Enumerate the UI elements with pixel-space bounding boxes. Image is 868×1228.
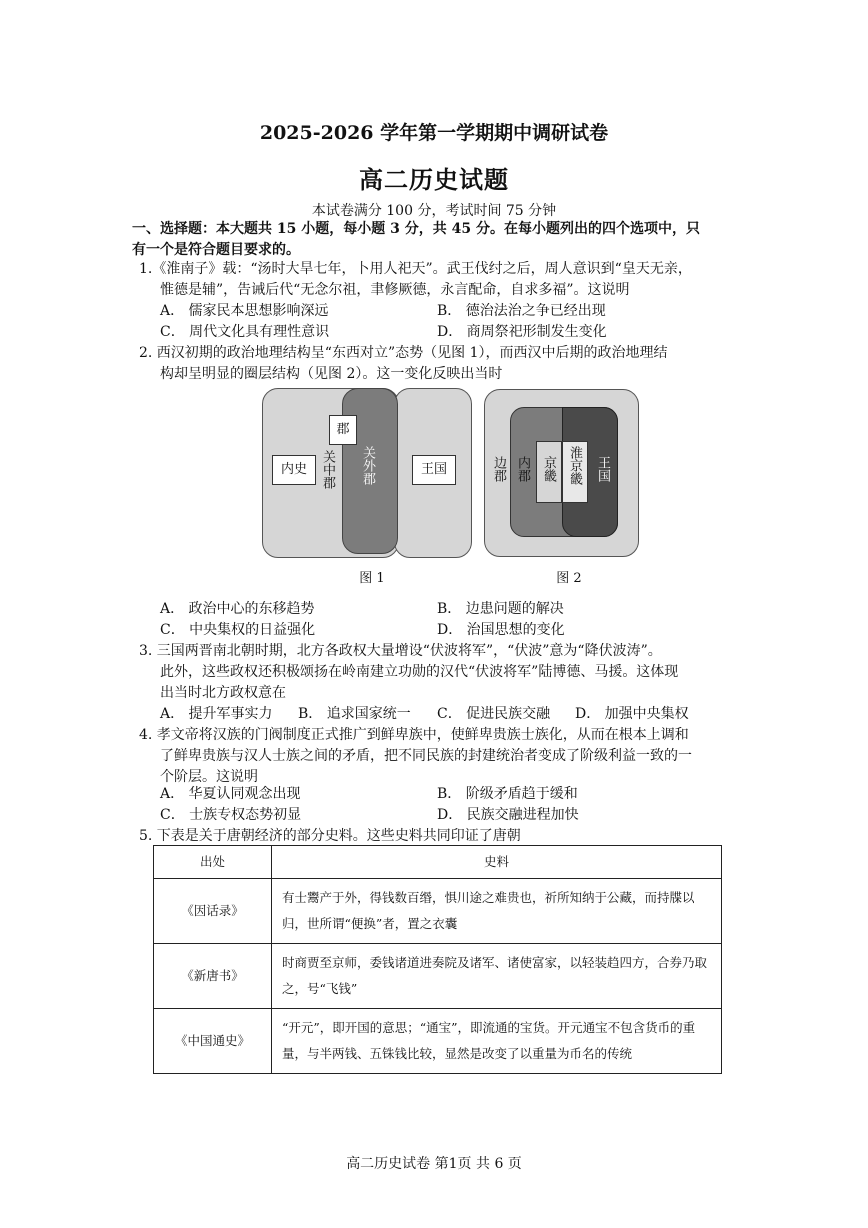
option-a: A． 华夏认同观念出现 (160, 786, 301, 802)
table-row (154, 879, 722, 944)
figure-1-caption: 图 1 (359, 571, 385, 586)
question-line: 构却呈明显的圈层结构（见图 2）。这一变化反映出当时 (160, 366, 503, 382)
guanwai-label: 关外郡 (360, 446, 375, 485)
neishi-box: 内史 (272, 455, 316, 485)
table-cell-source: 《中国通史》 (154, 1009, 272, 1074)
option-a: A． 儒家民本思想影响深远 (160, 303, 329, 319)
figure-1 (262, 388, 470, 558)
question-line: 出当时北方政权意在 (160, 685, 286, 701)
wangguo-box: 王国 (412, 455, 456, 485)
table-cell-text: “开元”，即开国的意思；“通宝”，即流通的宝货。开元通宝不包含货币的重量，与半两钱、五铢钱比较，显然是改变了以重量为币名的传统 (272, 1009, 722, 1074)
exam-title: 2025-2026 学年第一学期期中调研试卷 (259, 122, 609, 144)
wangguo-label: 王国 (595, 456, 610, 482)
table-cell-source: 《新唐书》 (154, 944, 272, 1009)
question-1 (139, 259, 749, 301)
question-line: 5. 下表是关于唐朝经济的部分史料。这些史料共同印证了唐朝 (139, 828, 521, 844)
option-c: C． 中央集权的日益强化 (160, 622, 316, 638)
table-cell-text: 时商贾至京师，委钱诸道进奏院及诸军、诸使富家，以轻装趋四方，合券乃取之，号“飞钱” (272, 944, 722, 1009)
figure-2-caption: 图 2 (556, 571, 582, 586)
question-line: 1.《淮南子》载：“汤时大旱七年，卜用人祀天”。武王伐纣之后，周人意识到“皇天无亲， (139, 261, 692, 277)
jingji-label: 京畿 (541, 456, 556, 482)
table-header: 史料 (272, 846, 722, 879)
question-5 (139, 826, 749, 847)
question-line: 此外，这些政权还积极颂扬在岭南建立功勋的汉代“伏波将军”陆博德、马援。这体现 (160, 664, 679, 680)
question-line: 2. 西汉初期的政治地理结构呈“东西对立”态势（见图 1），而西汉中后期的政治地理结 (139, 345, 668, 361)
neijun-label: 内郡 (515, 456, 530, 482)
question-line: 惟德是辅”，告诫后代“无念尔祖，聿修厥德，永言配命，自求多福”。这说明 (160, 282, 630, 298)
question-line: 个阶层。这说明 (160, 769, 258, 785)
table-row (154, 1009, 722, 1074)
question-4 (139, 725, 749, 788)
option-b: B． 阶级矛盾趋于缓和 (437, 786, 578, 802)
option-b: B． 德治法治之争已经出现 (437, 303, 606, 319)
option-d: D． 商周祭祀形制发生变化 (437, 324, 607, 340)
exam-info: 本试卷满分 100 分，考试时间 75 分钟 (311, 203, 557, 219)
question-2 (139, 343, 749, 385)
subject-title: 高二历史试题 (359, 165, 509, 194)
bianjun-label: 边郡 (491, 456, 506, 482)
option-c: C． 促进民族交融 (437, 706, 551, 722)
table-header-row (154, 846, 722, 879)
section-line: 有一个是符合题目要求的。 (132, 242, 300, 258)
option-c: C． 士族专权态势初显 (160, 807, 302, 823)
figure-2 (484, 389, 639, 557)
option-a: A． 提升军事实力 (160, 706, 273, 722)
option-d: D． 民族交融进程加快 (437, 807, 579, 823)
option-d: D． 加强中央集权 (575, 706, 689, 722)
section-heading (132, 219, 744, 261)
question-line: 3. 三国两晋南北朝时期，北方各政权大量增设“伏波将军”，“伏波”意为“降伏波涛”。 (139, 643, 662, 659)
table-header: 出处 (154, 846, 272, 879)
source-table (153, 845, 722, 1074)
page-footer: 高二历史试卷 第1页 共 6 页 (346, 1156, 522, 1172)
table-cell-source: 《因话录》 (154, 879, 272, 944)
table-row (154, 944, 722, 1009)
option-b: B． 边患问题的解决 (437, 601, 564, 617)
huaijing-label: 淮京畿 (567, 446, 582, 485)
question-line: 4. 孝文帝将汉族的门阀制度正式推广到鲜卑族中，使鲜卑贵族士族化，从而在根本上调和 (139, 727, 689, 743)
guanzhong-label: 关中郡 (320, 450, 335, 489)
option-a: A． 政治中心的东移趋势 (160, 601, 315, 617)
question-3 (139, 641, 749, 704)
jun-box: 郡 (329, 415, 357, 445)
option-c: C． 周代文化具有理性意识 (160, 324, 330, 340)
table-cell-text: 有士鬻产于外，得钱数百缗，惧川途之难贵也，祈所知纳于公藏，而持牒以归，世所谓“便换”者，置之衣囊 (272, 879, 722, 944)
question-line: 了鲜卑贵族与汉人士族之间的矛盾，把不同民族的封建统治者变成了阶级利益一致的一 (160, 748, 692, 764)
option-b: B． 追求国家统一 (298, 706, 411, 722)
section-line: 一、选择题：本大题共 15 小题，每小题 3 分，共 45 分。在每小题列出的四个选项中，只 (132, 221, 700, 237)
option-d: D． 治国思想的变化 (437, 622, 565, 638)
